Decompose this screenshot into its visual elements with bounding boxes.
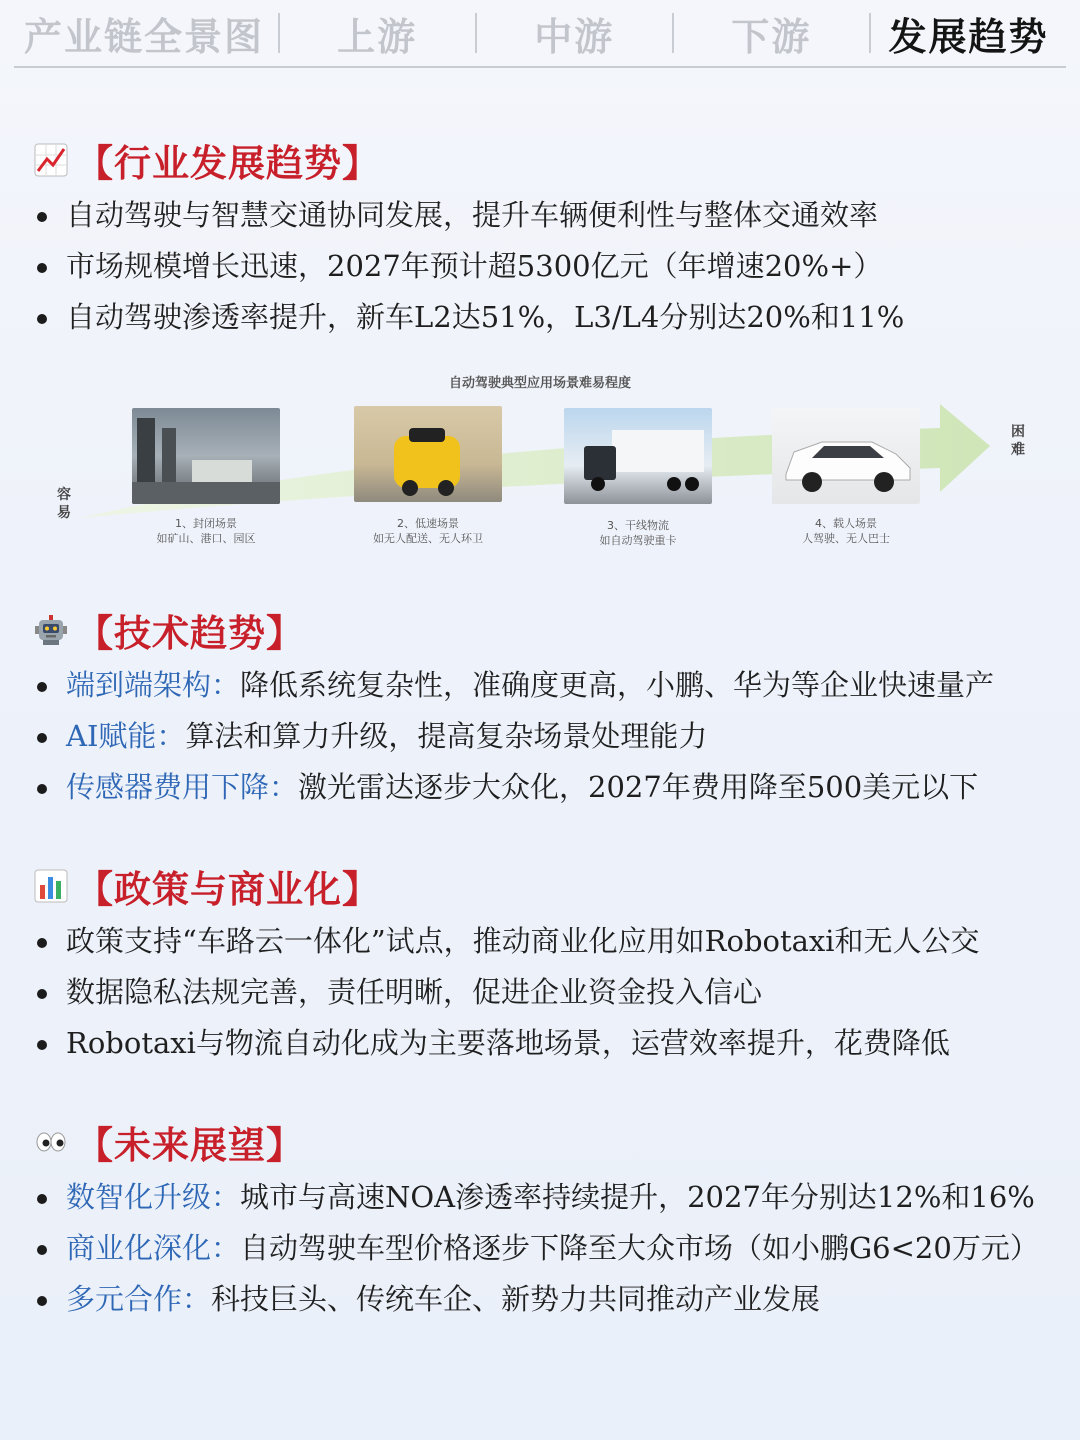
bullet-list bbox=[34, 916, 1060, 1069]
figure-title: 自动驾驶典型应用场景难易程度 bbox=[448, 376, 631, 391]
bullet-list bbox=[34, 190, 1060, 343]
bullet-list bbox=[34, 1172, 1060, 1325]
section-title: 【行业发展趋势】 bbox=[76, 141, 380, 185]
bullet-list bbox=[34, 660, 1060, 813]
section-heading bbox=[34, 856, 1060, 916]
keyword: 传感器费用下降： bbox=[66, 770, 299, 804]
list-item: 多元合作：科技巨头、传统车企、新势力共同推动产业发展 bbox=[34, 1274, 1060, 1325]
scene-caption: 4、载人场景 人驾驶、无人巴士 bbox=[802, 517, 890, 545]
keyword: 端到端架构： bbox=[66, 668, 241, 702]
section-heading bbox=[34, 130, 1060, 190]
chart-up-icon bbox=[34, 143, 68, 177]
keyword: 数智化升级： bbox=[66, 1180, 241, 1214]
list-item: 商业化深化：自动驾驶车型价格逐步下降至大众市场（如小鹏G6<20万元） bbox=[34, 1223, 1060, 1274]
scenario-difficulty-figure bbox=[40, 368, 1040, 558]
section-heading bbox=[34, 600, 1060, 660]
list-item: AI赋能：算法和算力升级，提高复杂场景处理能力 bbox=[34, 711, 1060, 762]
section-tech-trends bbox=[34, 600, 1060, 813]
list-item: 政策支持“车路云一体化”试点，推动商业化应用如Robotaxi和无人公交 bbox=[34, 916, 1060, 967]
list-item: Robotaxi与物流自动化成为主要落地场景，运营效率提升，花费降低 bbox=[34, 1018, 1060, 1069]
tab-upstream[interactable]: 上游 bbox=[337, 13, 418, 59]
list-item: 市场规模增长迅速，2027年预计超5300亿元（年增速20%+） bbox=[34, 241, 1060, 292]
easy-label: 容易 bbox=[57, 487, 71, 521]
section-title: 【政策与商业化】 bbox=[76, 867, 380, 911]
keyword: 商业化深化： bbox=[66, 1231, 241, 1265]
scene-photo-closed bbox=[132, 408, 280, 504]
section-policy bbox=[34, 856, 1060, 1069]
keyword: 多元合作： bbox=[66, 1282, 212, 1316]
tab-midstream[interactable]: 中游 bbox=[534, 13, 615, 59]
tab-industry-chain[interactable]: 产业链全景图 bbox=[24, 13, 265, 59]
scene-photo-passenger bbox=[772, 408, 920, 504]
list-item: 数智化升级：城市与高速NOA渗透率持续提升，2027年分别达12%和16% bbox=[34, 1172, 1060, 1223]
scene-caption: 2、低速场景 如无人配送、无人环卫 bbox=[373, 517, 483, 545]
tab-trends[interactable]: 发展趋势 bbox=[888, 13, 1049, 59]
hard-label: 困难 bbox=[1011, 424, 1025, 458]
list-item: 自动驾驶与智慧交通协同发展，提升车辆便利性与整体交通效率 bbox=[34, 190, 1060, 241]
list-item: 数据隐私法规完善，责任明晰，促进企业资金投入信心 bbox=[34, 967, 1060, 1018]
list-item: 传感器费用下降：激光雷达逐步大众化，2027年费用降至500美元以下 bbox=[34, 762, 1060, 813]
section-title: 【技术趋势】 bbox=[76, 611, 304, 655]
scene-photo-lowspeed bbox=[354, 406, 502, 502]
list-item: 端到端架构：降低系统复杂性，准确度更高，小鹏、华为等企业快速量产 bbox=[34, 660, 1060, 711]
list-item: 自动驾驶渗透率提升，新车L2达51%，L3/L4分别达20%和11% bbox=[34, 292, 1060, 343]
section-heading bbox=[34, 1112, 1060, 1172]
scene-caption: 1、封闭场景 如矿山、港口、园区 bbox=[156, 517, 256, 545]
section-title: 【未来展望】 bbox=[76, 1123, 304, 1167]
section-future bbox=[34, 1112, 1060, 1325]
bar-chart-icon bbox=[34, 869, 68, 903]
scene-photo-logistics bbox=[564, 408, 712, 504]
top-tab-bar bbox=[14, 0, 1066, 68]
tab-downstream[interactable]: 下游 bbox=[731, 13, 812, 59]
robot-icon bbox=[34, 613, 68, 647]
eyes-icon bbox=[34, 1125, 68, 1159]
keyword: AI赋能： bbox=[66, 719, 186, 753]
scene-caption: 3、干线物流 如自动驾驶重卡 bbox=[599, 519, 677, 547]
section-industry-trends bbox=[34, 130, 1060, 343]
